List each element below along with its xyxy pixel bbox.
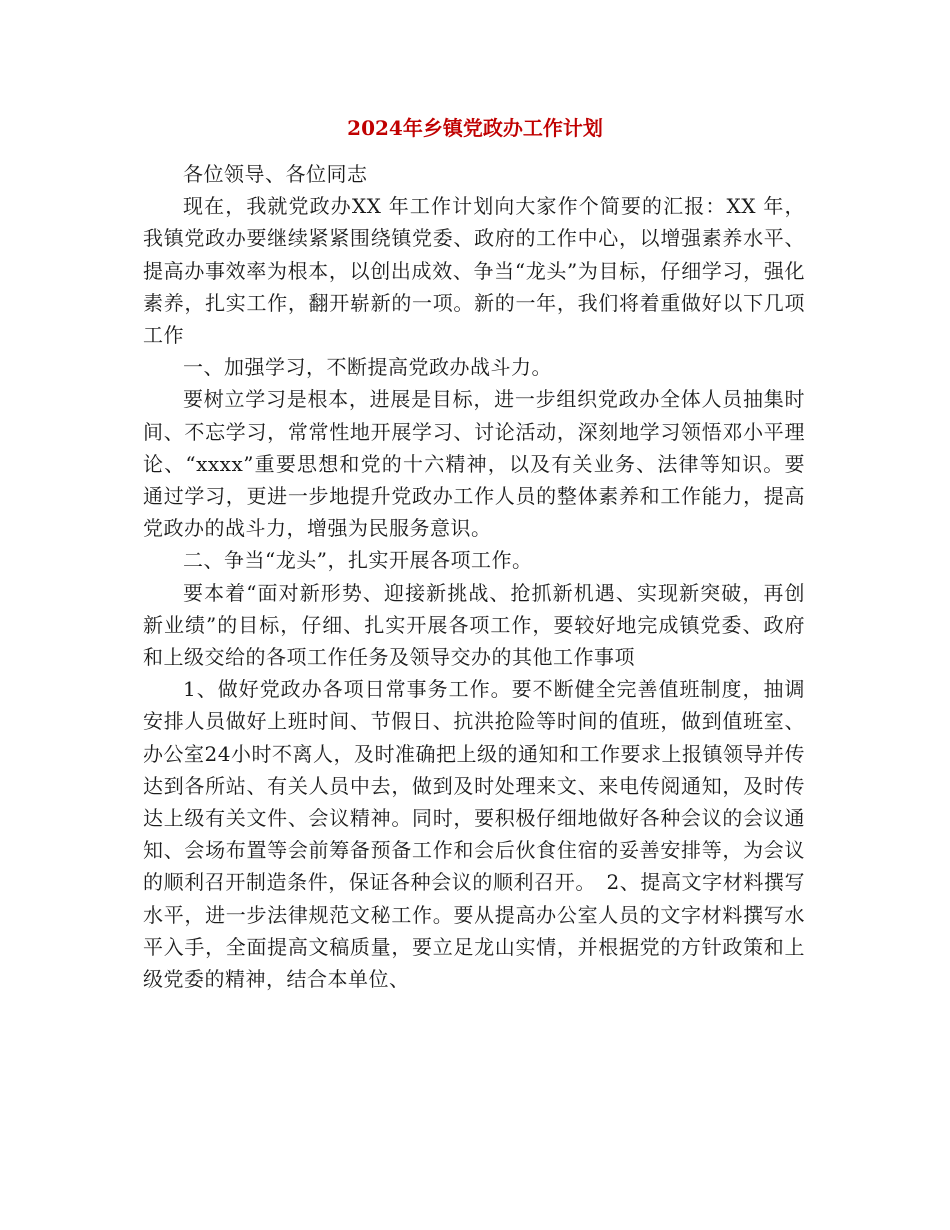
paragraph-section-2: 要本着“面对新形势、迎接新挑战、抢抓新机遇、实现新突破，再创新业绩”的目标，仔细、扎实开展各项工作，要较好地完成镇党委、政府和上级交给的各项工作任务及领导交办的其他工作事项 [143, 580, 805, 670]
section-heading-1: 一、加强学习，不断提高党政办战斗力。 [183, 355, 552, 380]
paragraph-intro: 现在，我就党政办XX 年工作计划向大家作个简要的汇报：XX 年，我镇党政办要继续紧紧围绕镇党委、政府的工作中心，以增强素养水平、提高办事效率为根本，以创出成效、争当“龙头”为目标，仔细学习，强化素养，扎实工作，翻开崭新的一项。新的一年，我们将着重做好以下几项工作 [143, 194, 805, 348]
section-heading-2: 二、争当“龙头”，扎实开展各项工作。 [183, 548, 533, 573]
document-title: 2024年乡镇党政办工作计划 [347, 116, 603, 140]
paragraph-salutation: 各位领导、各位同志 [183, 162, 368, 186]
paragraph-item-1: 1、做好党政办各项日常事务工作。要不断健全完善值班制度，抽调安排人员做好上班时间、节假日、抗洪抢险等时间的值班，做到值班室、办公室24小时不离人，及时准确把上级的通知和工作要求上报镇领导并传达到各所站、有关人员中去，做到及时处理来文、来电传阅通知，及时传达上级有关文件、会议精神。同时，要积极仔细地做好各种会议的会议通知、会场布置等会前筹备预备工作和会后伙食住宿的妥善安排等，为会议的顺利召开制造条件，保证各种会议的顺利召开。 2、提高文字材料撰写水平，进一步法律规范文秘工作。要从提高办公室人员的文字材料撰写水平入手，全面提高文稿质量，要立足龙山实情，并根据党的方针政策和上级党委的精神，结合本单位、 [143, 677, 805, 992]
paragraph-section-1: 要树立学习是根本，进展是目标，进一步组织党政办全体人员抽集时间、不忘学习，常常性地开展学习、讨论活动，深刻地学习领悟邓小平理论、“xxxx”重要思想和党的十六精神，以及有关业务、法律等知识。要通过学习，更进一步地提升党政办工作人员的整体素养和工作能力，提高党政办的战斗力，增强为民服务意识。 [143, 387, 805, 541]
document-body [143, 158, 805, 995]
